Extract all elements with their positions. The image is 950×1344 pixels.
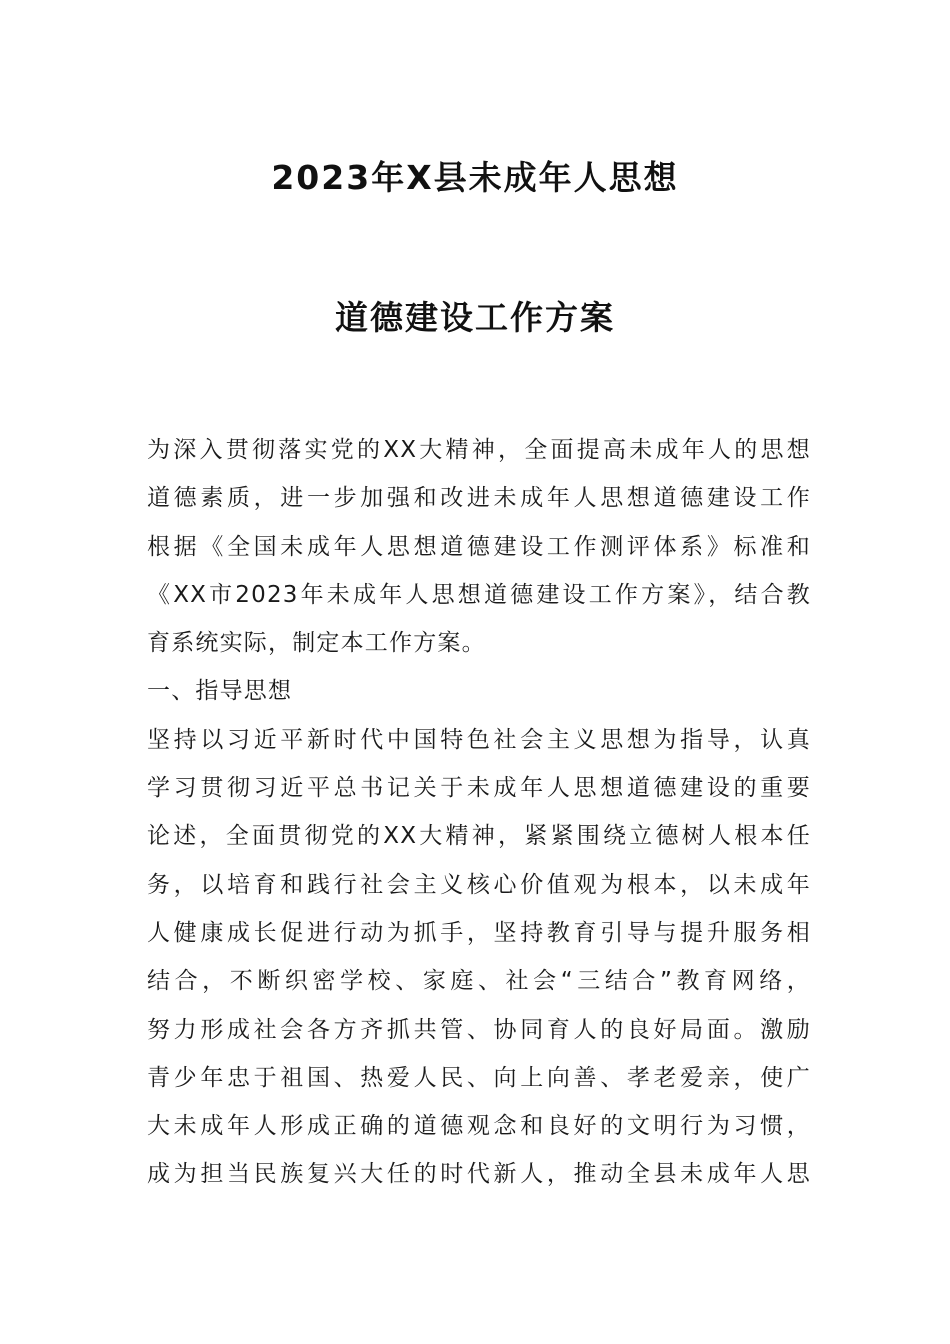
document-title-line-1: 2023年X县未成年人思想 <box>271 158 679 197</box>
body-line: 努力形成社会各方齐抓共管、协同育人的良好局面。激励 <box>147 1016 811 1043</box>
document-body <box>147 426 811 1199</box>
body-line: 根据《全国未成年人思想道德建设工作测评体系》标准和 <box>147 533 811 560</box>
body-line: 育系统实际，制定本工作方案。 <box>147 630 486 657</box>
body-line: 结合，不断织密学校、家庭、社会“三结合”教育网络， <box>147 968 811 995</box>
body-line: 学习贯彻习近平总书记关于未成年人思想道德建设的重要 <box>147 775 811 802</box>
body-line: 道德素质，进一步加强和改进未成年人思想道德建设工作 <box>147 485 811 512</box>
body-line: 成为担当民族复兴大任的时代新人，推动全县未成年人思 <box>147 1161 811 1188</box>
section-heading: 一、指导思想 <box>147 678 293 705</box>
body-line: 坚持以习近平新时代中国特色社会主义思想为指导，认真 <box>147 726 811 753</box>
body-line: 人健康成长促进行动为抓手，坚持教育引导与提升服务相 <box>147 919 811 946</box>
body-line: 大未成年人形成正确的道德观念和良好的文明行为习惯， <box>147 1113 811 1140</box>
body-line: 《XX市2023年未成年人思想道德建设工作方案》，结合教 <box>147 581 811 608</box>
body-line: 务，以培育和践行社会主义核心价值观为根本，以未成年 <box>147 871 811 898</box>
body-line: 论述，全面贯彻党的XX大精神，紧紧围绕立德树人根本任 <box>147 823 811 850</box>
document-title-line-2: 道德建设工作方案 <box>335 298 615 337</box>
body-line: 为深入贯彻落实党的XX大精神，全面提高未成年人的思想 <box>147 437 811 463</box>
body-line: 青少年忠于祖国、热爱人民、向上向善、孝老爱亲，使广 <box>147 1064 811 1091</box>
